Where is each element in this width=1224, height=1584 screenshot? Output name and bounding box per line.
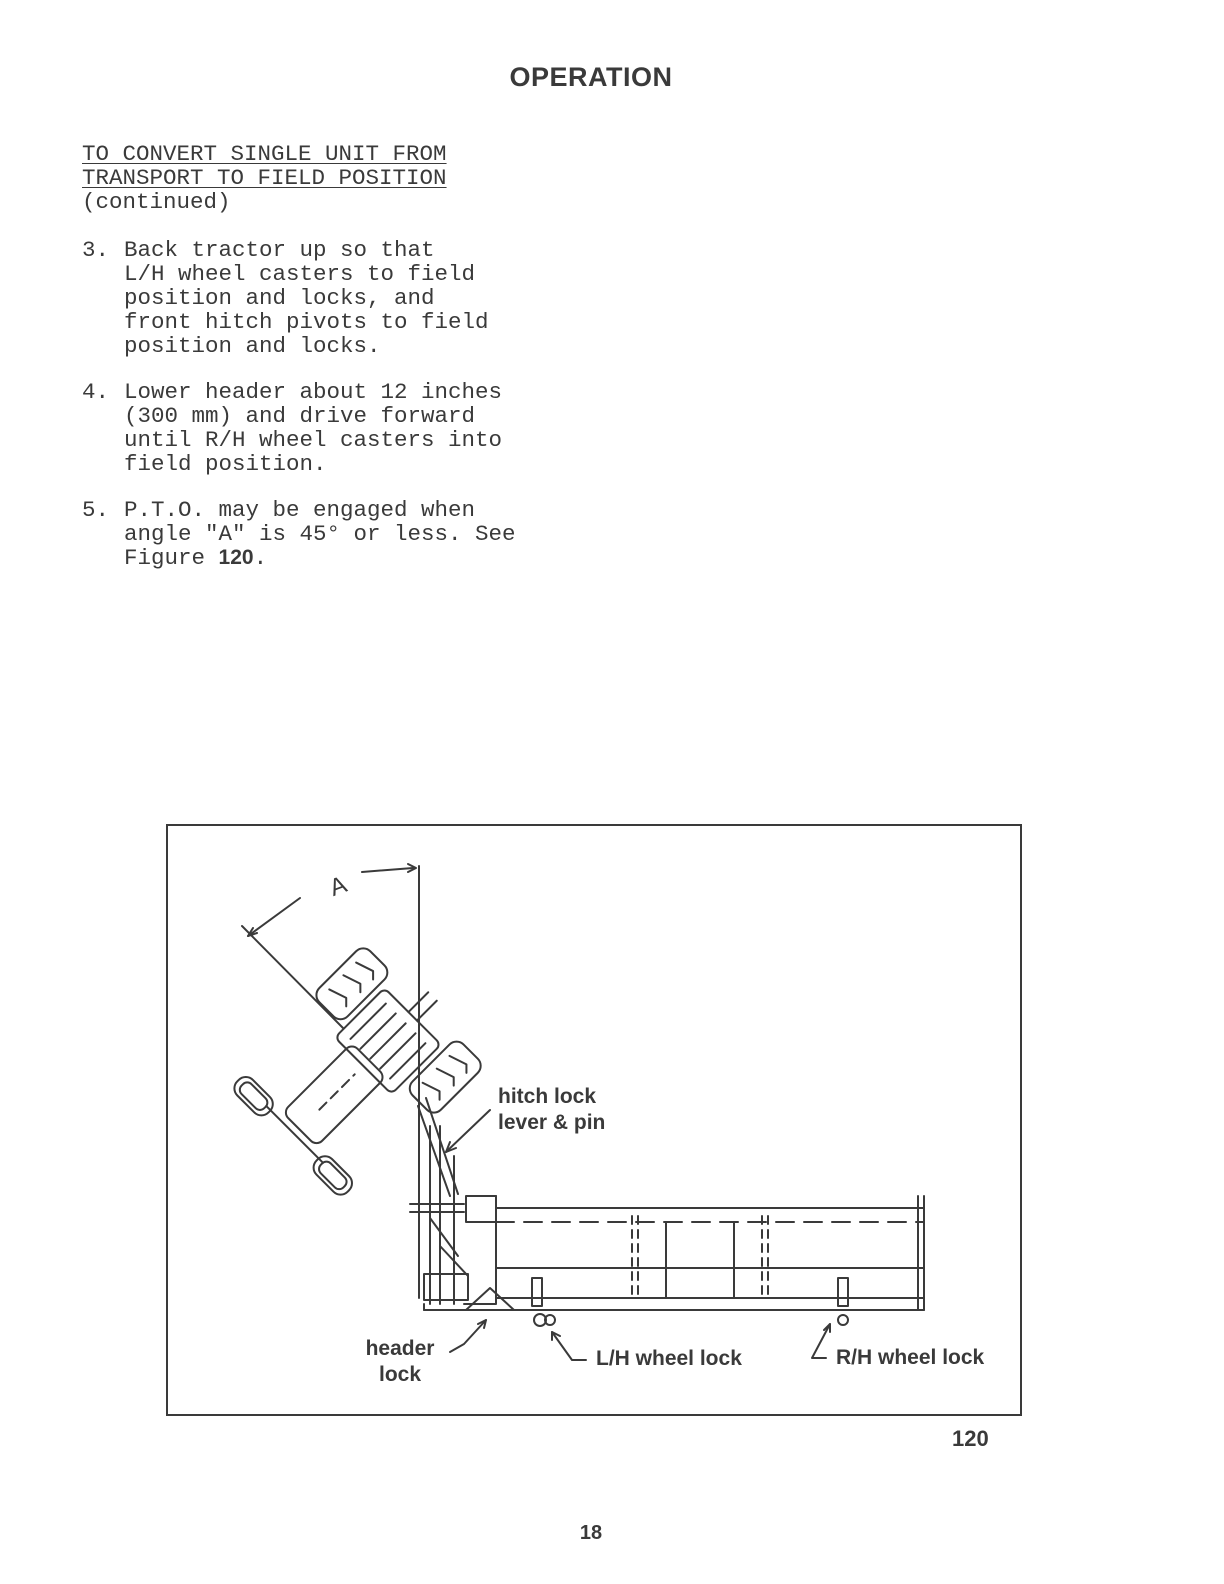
step-number: 3. xyxy=(82,237,110,263)
lh-wheel-post xyxy=(532,1278,542,1306)
header-lock-label-line-2: lock xyxy=(378,1363,422,1386)
rh-wheel-lock-label: R/H wheel lock xyxy=(836,1346,985,1369)
rear-wheel-left xyxy=(312,944,391,1023)
tire-tread xyxy=(329,985,350,1006)
dimension-arc-left xyxy=(248,898,300,936)
tractor-axis-extension xyxy=(242,926,343,1028)
step-number: 4. xyxy=(82,379,110,405)
angle-a-label: A xyxy=(326,871,351,902)
header-lock-label xyxy=(358,1336,442,1388)
step-number: 5. xyxy=(82,497,110,523)
cab-line xyxy=(370,1023,405,1058)
rh-wheel-post xyxy=(838,1278,848,1306)
section-heading-note: (continued) xyxy=(82,189,231,215)
front-wheel-left-tread xyxy=(237,1080,270,1113)
front-wheel-right-tread xyxy=(317,1159,350,1192)
step-4 xyxy=(82,380,602,476)
step-text: Lower header about 12 inches (300 mm) and drive forward until R/H wheel casters into field position. xyxy=(124,379,503,477)
section-heading xyxy=(82,142,447,214)
steps-list xyxy=(82,238,602,592)
angle-a-dimension xyxy=(242,864,419,1298)
dimension-arc-right xyxy=(362,868,413,872)
page-number: 18 xyxy=(579,1522,603,1544)
header-lock-leader xyxy=(450,1320,486,1352)
header xyxy=(424,1196,924,1326)
hitch-lock-label-line-1: hitch lock xyxy=(498,1085,597,1108)
step-text: Back tractor up so that L/H wheel casters to field position and locks, and front hitch pivots to field position and locks. xyxy=(124,237,489,359)
tire-tread xyxy=(423,1079,444,1100)
front-axle xyxy=(266,1106,323,1163)
front-wheel-right xyxy=(309,1152,356,1199)
hitch-lock-label-line-2: lever & pin xyxy=(498,1111,606,1134)
step-3 xyxy=(82,238,602,358)
figure-number: 120 xyxy=(952,1426,989,1451)
lh-wheel-lock-label: L/H wheel lock xyxy=(596,1347,742,1370)
figure-reference: 120 xyxy=(218,546,254,569)
tire-tread xyxy=(356,958,377,979)
header-end-block xyxy=(466,1196,496,1222)
rh-wheel-lock-leader xyxy=(812,1324,830,1358)
step-text-after: . xyxy=(253,545,268,571)
tire-tread xyxy=(343,971,364,992)
tire-tread xyxy=(449,1052,470,1073)
rh-wheel-caster xyxy=(838,1315,848,1325)
page-title: OPERATION xyxy=(509,62,673,92)
step-5 xyxy=(82,498,602,570)
cab-line xyxy=(380,1033,415,1068)
tire-tread xyxy=(437,1064,458,1085)
figure-120 xyxy=(166,824,1022,1416)
tractor-centerline xyxy=(319,1074,354,1109)
step-text-before: P.T.O. may be engaged when angle "A" is 45° or less. See Figure xyxy=(124,497,516,571)
cab-line xyxy=(360,1013,395,1048)
header-lock-label-line-1: header xyxy=(365,1337,435,1360)
section-heading-line-2: TRANSPORT TO FIELD POSITION xyxy=(82,165,447,191)
lh-wheel-lock-leader xyxy=(552,1332,586,1360)
front-wheel-left xyxy=(230,1073,277,1120)
section-heading-line-1: TO CONVERT SINGLE UNIT FROM xyxy=(82,141,447,167)
rear-wheel-right xyxy=(406,1038,485,1117)
hitch-lock-leader xyxy=(446,1110,490,1152)
hitch-lock-label xyxy=(498,1084,605,1136)
step-text xyxy=(124,498,564,570)
